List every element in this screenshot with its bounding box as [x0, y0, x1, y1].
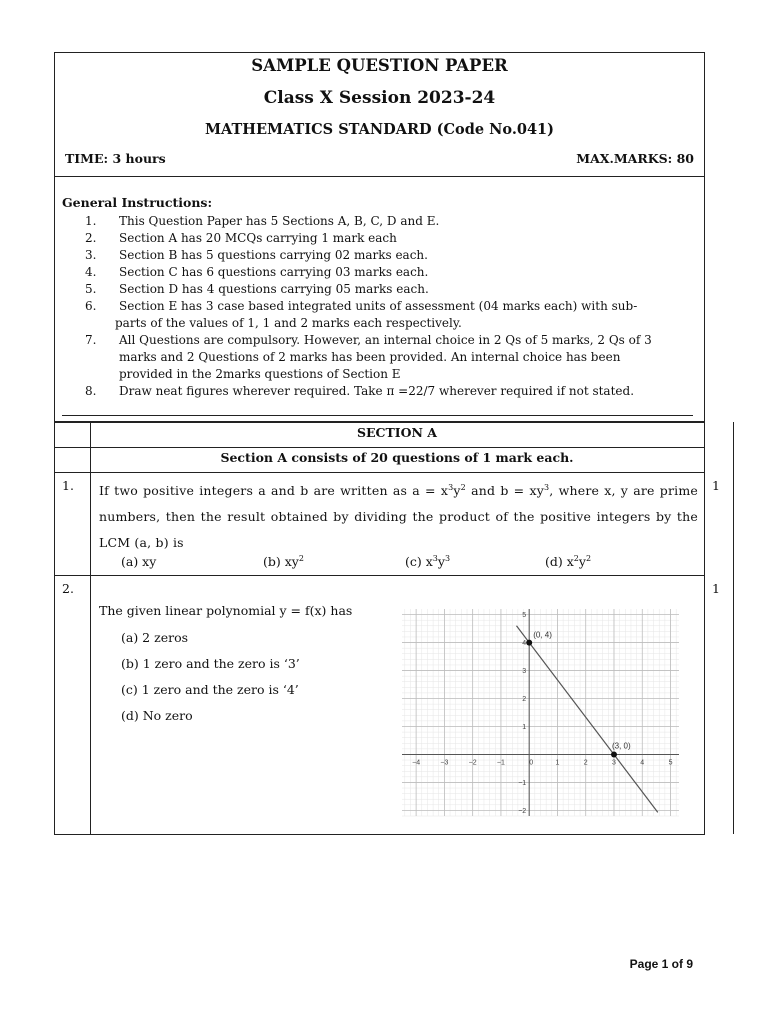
- table-border: [54, 575, 705, 576]
- instruction-number: 6.: [85, 299, 97, 313]
- x-tick-label: −4: [412, 759, 421, 767]
- paper-header-box: [54, 52, 705, 422]
- x-tick-label: 1: [555, 759, 560, 767]
- instruction-text: Draw neat figures wherever required. Take π =22/7 wherever required if not stated.: [119, 384, 635, 398]
- instructions-title: General Instructions:: [62, 195, 213, 210]
- section-subtitle: Section A consists of 20 questions of 1 mark each.: [220, 450, 574, 465]
- divider: [55, 176, 704, 177]
- instruction-text: marks and 2 Questions of 2 marks has been provided. An internal choice has been: [119, 350, 621, 364]
- option-b: (b) $xy^2$: [263, 554, 304, 570]
- y-tick-label: 5: [522, 612, 527, 620]
- max-marks-label: MAX.MARKS: 80: [576, 151, 694, 166]
- point-label: (0, 4): [533, 630, 552, 640]
- y-tick-label: 4: [522, 640, 527, 648]
- table-border: [733, 422, 734, 834]
- x-tick-label: 2: [583, 759, 588, 767]
- instruction-text: This Question Paper has 5 Sections A, B, C, D and E.: [119, 214, 440, 228]
- data-point: [526, 640, 532, 646]
- x-tick-label: 4: [640, 759, 645, 767]
- x-tick-label: 3: [612, 759, 616, 767]
- instruction-item: [85, 298, 695, 332]
- divider: [62, 415, 693, 416]
- x-tick-label: 5: [668, 759, 673, 767]
- table-border: [54, 472, 705, 473]
- instruction-text: Section A has 20 MCQs carrying 1 mark each: [119, 231, 397, 245]
- option-c: (c) $x^3y^3$: [405, 554, 451, 570]
- instruction-number: 1.: [85, 214, 97, 228]
- question-number: 2.: [62, 581, 74, 596]
- x-tick-label: −2: [468, 759, 477, 767]
- time-label: TIME: 3 hours: [65, 151, 166, 166]
- page-number: Page 1 of 9: [629, 957, 693, 971]
- x-tick-label: −1: [496, 759, 505, 767]
- instruction-text: Section E has 3 case based integrated units of assessment (04 marks each) with sub-: [119, 299, 638, 313]
- instruction-number: 7.: [85, 333, 97, 347]
- question-marks: 1: [712, 478, 720, 493]
- instruction-text: provided in the 2marks questions of Section E: [119, 367, 401, 381]
- data-point: [611, 751, 617, 757]
- table-border: [54, 447, 705, 448]
- instruction-item: [85, 332, 695, 383]
- instruction-number: 4.: [85, 265, 97, 279]
- point-label: (3, 0): [611, 741, 631, 751]
- question-text: If two positive integers a and b are written as $a = x^3y^2$ and $b = xy^3$, where x, y are prime numbers, then the result obtained by dividing the product of the positive integers by the LCM (a, b) is: [99, 483, 698, 551]
- section-title: SECTION A: [356, 425, 438, 440]
- class-session: Class X Session 2023-24: [263, 88, 496, 108]
- paper-title: SAMPLE QUESTION PAPER: [251, 56, 508, 75]
- instruction-item: [85, 247, 695, 264]
- instruction-number: 2.: [85, 231, 97, 245]
- option-c: (c) 1 zero and the zero is ‘4’: [121, 682, 299, 697]
- instruction-number: 8.: [85, 384, 97, 398]
- linear-polynomial-graph: [398, 605, 683, 820]
- table-border: [54, 834, 705, 835]
- option-b: (b) 1 zero and the zero is ‘3’: [121, 656, 300, 671]
- table-border: [90, 422, 91, 834]
- x-tick-label: 0: [529, 759, 534, 767]
- y-tick-label: 1: [522, 723, 527, 731]
- instructions-list: [85, 213, 695, 400]
- instruction-text: parts of the values of 1, 1 and 2 marks each respectively.: [115, 316, 462, 330]
- table-border: [54, 422, 705, 423]
- y-tick-label: 3: [522, 668, 527, 676]
- table-border: [54, 422, 55, 834]
- instruction-number: 5.: [85, 282, 97, 296]
- y-tick-label: 2: [522, 696, 527, 704]
- instruction-item: [85, 213, 695, 230]
- option-d: (d) $x^2y^2$: [545, 554, 592, 570]
- instruction-text: Section B has 5 questions carrying 02 marks each.: [119, 248, 428, 262]
- instruction-text: Section D has 4 questions carrying 05 marks each.: [119, 282, 429, 296]
- instruction-text: Section C has 6 questions carrying 03 marks each.: [119, 265, 429, 279]
- y-tick-label: −1: [518, 779, 527, 787]
- table-border: [704, 422, 705, 834]
- option-a: (a) 2 zeros: [121, 630, 189, 645]
- question-text: The given linear polynomial y = f(x) has: [99, 603, 353, 618]
- x-tick-label: −3: [440, 759, 449, 767]
- instruction-number: 3.: [85, 248, 97, 262]
- instruction-item: [85, 383, 695, 400]
- instruction-item: [85, 281, 695, 298]
- option-a: (a) xy: [121, 554, 157, 569]
- y-tick-label: −2: [518, 807, 527, 815]
- option-d: (d) No zero: [121, 708, 193, 723]
- instruction-item: [85, 230, 695, 247]
- question-number: 1.: [62, 478, 74, 493]
- instruction-text: All Questions are compulsory. However, an internal choice in 2 Qs of 5 marks, 2 Qs of 3: [119, 333, 652, 347]
- subject-title: MATHEMATICS STANDARD (Code No.041): [205, 121, 554, 138]
- question-marks: 1: [712, 581, 720, 596]
- instruction-item: [85, 264, 695, 281]
